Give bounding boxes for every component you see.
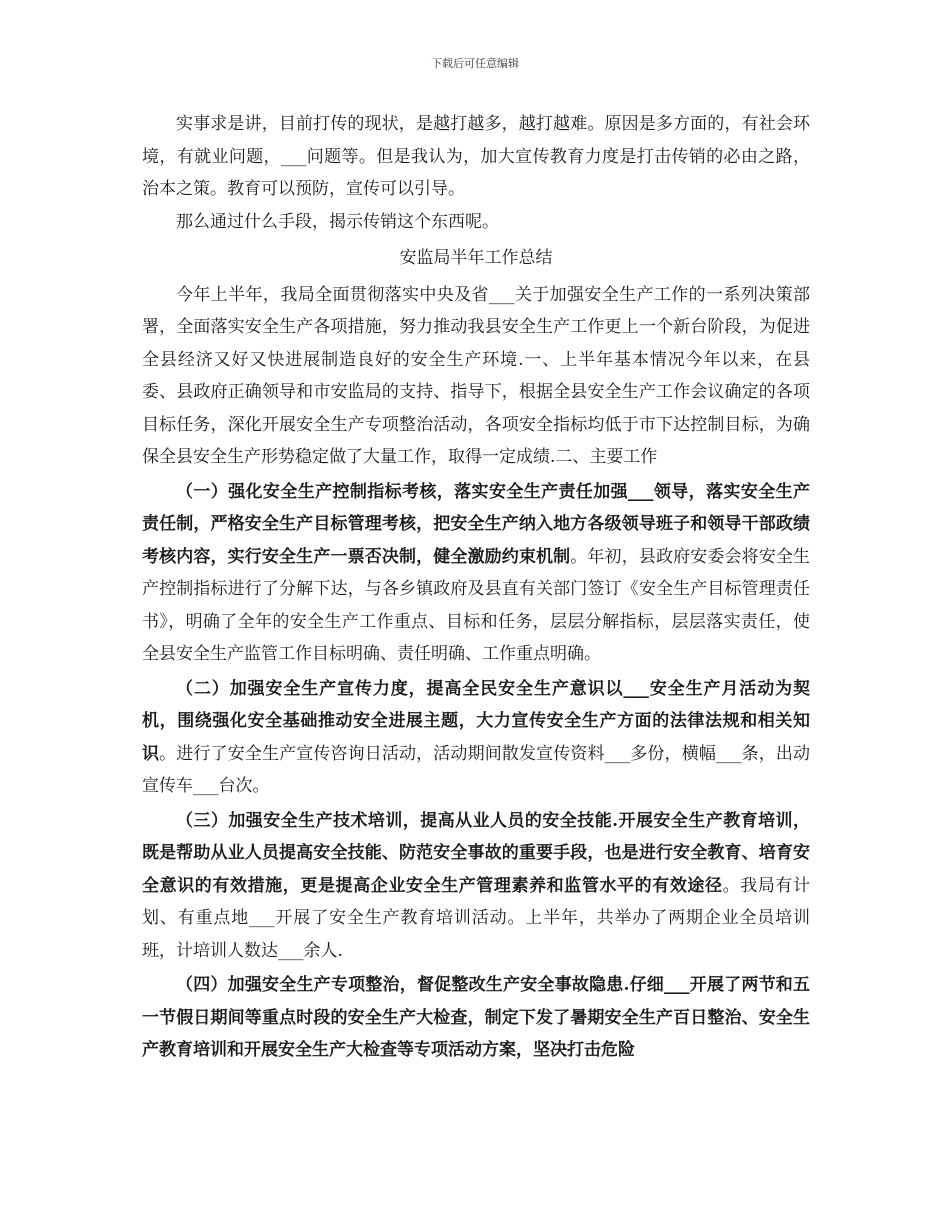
section-1-text: 。年初，县政府安委会将安全生产控制指标进行了分解下达，与各乡镇政府及县直有关部门签订《安全生产目标管理责任书》，明确了全年的安全生产工作重点、目标和任务，层层分解指标，层层落实责任，使全县安全生产监管工作目标明确、责任明确、工作重点明确。 (142, 546, 811, 664)
section-3-text: 。我局有计划、有重点地___开展了安全生产教育培训活动。上半年，共举办了两期企业全员培训班，计培训人数达___余人. (142, 875, 811, 961)
section-3-heading: （三）加强安全生产技术培训，提高从业人员的安全技能.开展安全生产教育培训，既是帮助从业人员提高安全技能、防范安全事故的重要手段，也是进行安全教育、培育安全意识的有效措施，更是提高企业安全生产管理素养和监管水平的有效途径 (142, 810, 810, 896)
body-paragraph-1: 今年上半年，我局全面贯彻落实中央及省___关于加强安全生产工作的一系列决策部署，全面落实安全生产各项措施，努力推动我县安全生产工作更上一个新台阶段，为促进全县经济又好又快进展制造良好的安全生产环境.一、上半年基本情况今年以来，在县委、县政府正确领导和市安监局的支持、指导下，根据全县安全生产工作会议确定的各项目标任务，深化开展安全生产专项整治活动，各项安全指标均低于市下达控制目标，为确保全县安全生产形势稳定做了大量工作，取得一定成绩.二、主要工作 (142, 284, 810, 467)
section-1-paragraph (142, 476, 810, 671)
section-4-paragraph (142, 969, 810, 1067)
section-2-heading: （二）加强安全生产宣传力度，提高全民安全生产意识以___安全生产月活动为契机，围绕强化安全基础推动安全进展主题，大力宣传安全生产方面的法律法规和相关知识 (142, 678, 810, 764)
section-2-text: 。进行了安全生产宣传咨询日活动，活动期间散发宣传资料___多份，横幅___条，出动宣传车___台次。 (142, 743, 811, 796)
section-1-heading: （一）强化安全生产控制指标考核，落实安全生产责任加强___领导，落实安全生产责任制，严格安全生产目标管理考核，把安全生产纳入地方各级领导班子和领导干部政绩考核内容，实行安全生产一票否决制，健全激励约束机制 (142, 481, 810, 567)
intro-paragraph-1: 实事求是讲，目前打传的现状，是越打越多，越打越难。原因是多方面的，有社会环境，有就业问题，___问题等。但是我认为，加大宣传教育力度是打击传销的必由之路，治本之策。教育可以预防，宣传可以引导。 (142, 114, 810, 199)
section-3-paragraph (142, 805, 810, 968)
section-2-paragraph (142, 673, 810, 803)
document-body (142, 108, 810, 1067)
page-header: 下载后可任意编辑 (431, 57, 519, 70)
intro-paragraph-2: 那么通过什么手段，揭示传销这个东西呢。 (176, 211, 499, 232)
document-title: 安监局半年工作总结 (399, 248, 553, 268)
section-4-heading: （四）加强安全生产专项整治，督促整改生产安全事故隐患.仔细___开展了两节和五一节假日期间等重点时段的安全生产大检查，制定下发了暑期安全生产百日整治、安全生产教育培训和开展安全生产大检查等专项活动方案，坚决打击危险 (142, 975, 810, 1060)
